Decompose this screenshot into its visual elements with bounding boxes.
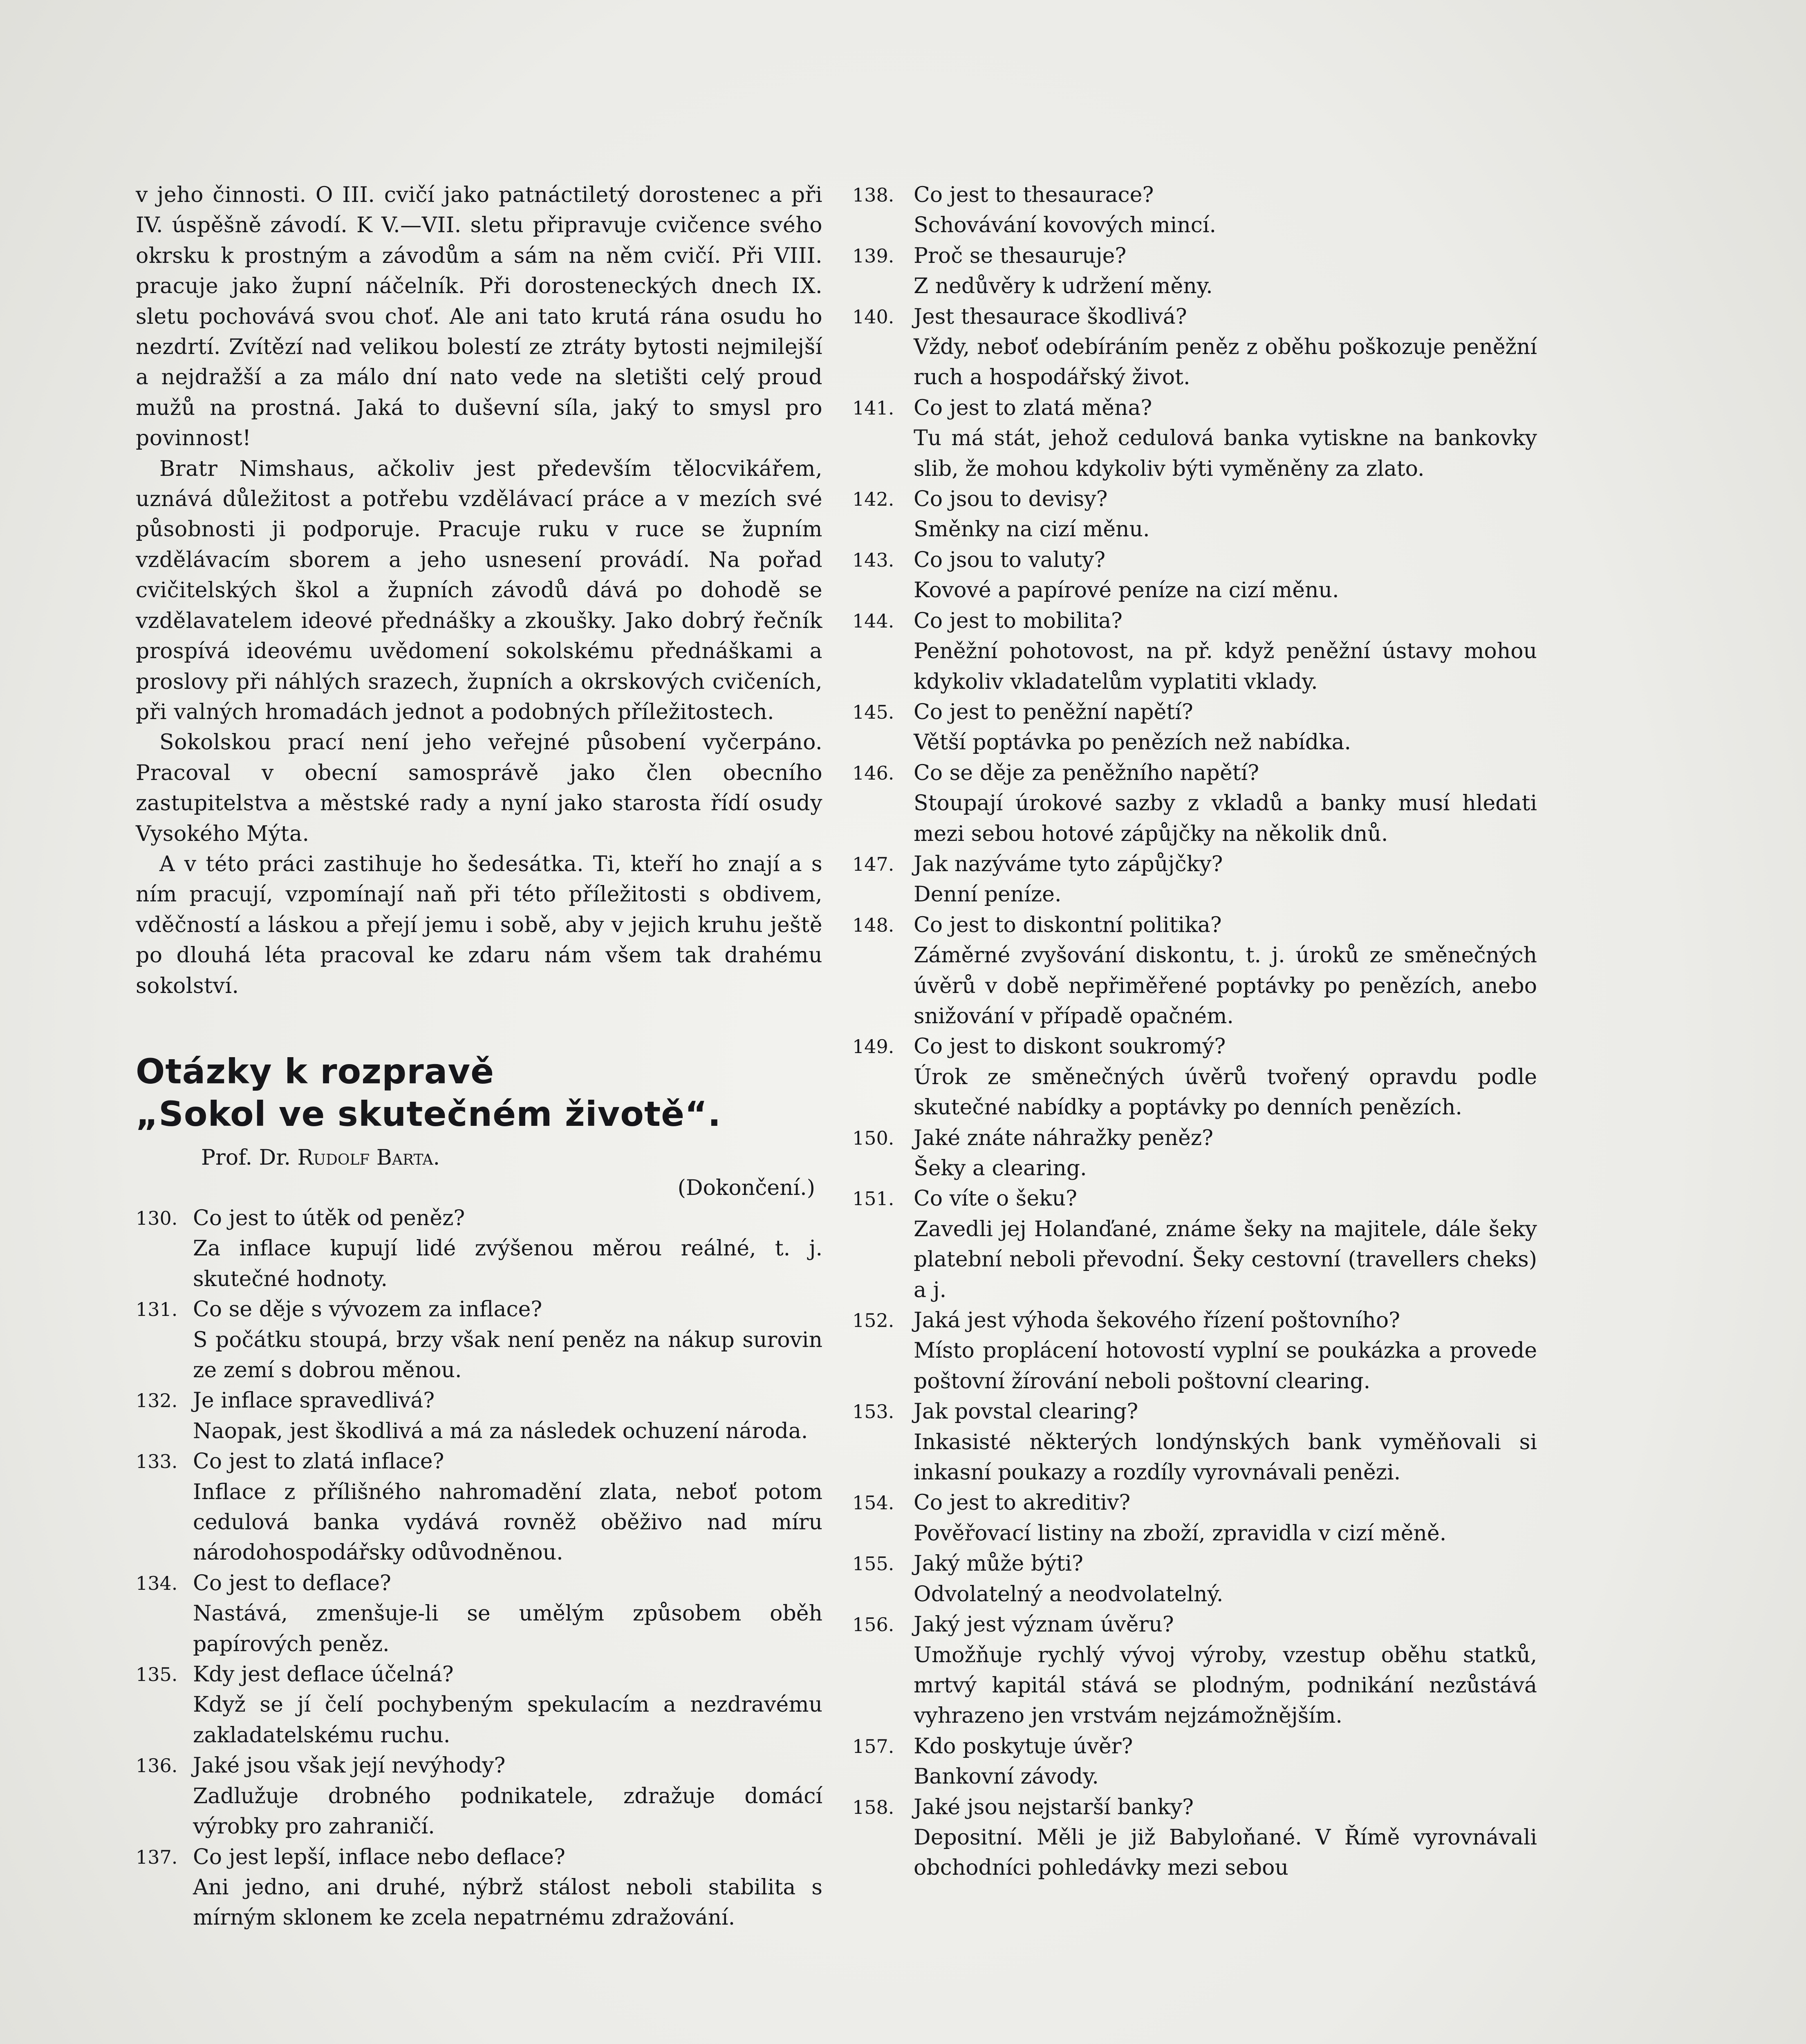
answer-text: Odvolatelný a neodvolatelný. [914,1582,1223,1607]
question-number: 151. [852,1188,894,1210]
article-title [136,1050,822,1135]
article-title-line-2: „Sokol ve skutečném životě“. [136,1094,722,1134]
question-text: Co jest to deflace? [193,1571,391,1596]
answer-text: Naopak, jest škodlivá a má za následek ochuzení národa. [193,1419,808,1443]
question-text: Co jsou to valuty? [914,547,1106,572]
question-item [852,758,1537,849]
answer-text: Zadlužuje drobného podnikatele, zdražuje domácí výrobky pro zahraničí. [193,1784,822,1839]
answer-text: Bankovní závody. [914,1764,1099,1789]
question-number: 142. [852,488,894,511]
answer-text: Schovávání kovových mincí. [914,213,1217,238]
article-end-paragraph: Sokolskou prací není jeho veřejné působení vyčerpáno. Pracoval v obecní samosprávě jako člen obecního zastupitelstva a městské rady a nyní jako starosta řídí osudy Vysokého Mýta. [136,730,822,846]
question-text: Jaké jsou nejstarší banky? [914,1795,1194,1820]
question-number: 136. [136,1755,178,1777]
question-item [852,1792,1537,1883]
question-number: 145. [852,701,894,723]
question-item [852,1549,1537,1609]
question-number: 146. [852,762,894,784]
question-text: Jaká jest výhoda šekového řízení poštovního? [914,1308,1400,1333]
question-text: Kdo poskytuje úvěr? [914,1734,1133,1759]
question-text: Jaký jest význam úvěru? [914,1612,1174,1637]
question-text: Jaké jsou však její nevýhody? [193,1753,506,1778]
answer-text: Vždy, neboť odebíráním peněz z oběhu poškozuje peněžní ruch a hospodářský život. [914,335,1537,390]
answer-text: Místo proplácení hotovostí vyplní se poukázka a provede poštovní žírování neboli poštovní clearing. [914,1338,1537,1394]
question-item [852,484,1537,545]
question-text: Jaký může býti? [914,1551,1083,1576]
question-number: 140. [852,305,894,328]
question-number: 130. [136,1207,178,1229]
question-item [852,1123,1537,1184]
question-text: Co se děje s vývozem za inflace? [193,1297,542,1322]
answer-text: Stoupají úrokové sazby z vkladů a banky musí hledati mezi sebou hotové zápůjčky na několik dnů. [914,791,1537,846]
question-item [852,302,1537,393]
question-number: 156. [852,1614,894,1636]
question-item [852,910,1537,1032]
question-item [136,1750,822,1842]
question-item [136,1568,822,1659]
question-text: Jest thesaurace škodlivá? [914,304,1187,329]
question-text: Je inflace spravedlivá? [193,1388,435,1413]
question-text: Co jest to peněžní napětí? [914,699,1193,724]
author-name: Rudolf Barta [297,1145,433,1170]
question-text: Co jest to akreditiv? [914,1490,1131,1515]
answer-text: Větší poptávka po penězích než nabídka. [914,730,1351,755]
question-item [852,1731,1537,1792]
question-item [852,1396,1537,1488]
answer-text: S počátku stoupá, brzy však není peněz na nákup surovin ze zemí s dobrou měnou. [193,1327,822,1383]
answer-text: Umožňuje rychlý vývoj výroby, vzestup oběhu statků, mrtvý kapitál stává se plodným, podnikání nezůstává vyhrazeno jen vrstvám nejzámožnějším. [914,1643,1537,1728]
question-item [136,1659,822,1750]
author-suffix: . [433,1145,440,1170]
article-end-paragraph: Bratr Nimshaus, ačkoliv jest především tělocvikářem, uznává důležitost a potřebu vzdělávací práce a v mezích své působnosti ji podporuje. Pracuje ruku v ruce se župním vzdělávacím sborem a jeho usnesení provádí. Na pořad cvičitelských škol a župních závodů dává po dohodě se vzdělavatelem ideové přednášky a zkoušky. Jako dobrý řečník prospívá ideovému uvědomení sokolskému přednáškami a proslovy při náhlých srazech, župních a okrskových cvičeních, při valných hromadách jednot a podobných příležitostech. [136,456,822,724]
article-author [201,1143,822,1173]
question-number: 141. [852,397,894,419]
question-number: 135. [136,1663,178,1686]
question-number: 132. [136,1390,178,1412]
question-text: Proč se thesauruje? [914,243,1127,268]
question-item [852,180,1537,241]
answer-text: Kovové a papírové peníze na cizí měnu. [914,578,1339,603]
question-item [136,1294,822,1385]
question-item [852,1305,1537,1396]
question-text: Co víte o šeku? [914,1186,1078,1211]
question-number: 138. [852,184,894,206]
question-item [852,697,1537,758]
question-text: Co se děje za peněžního napětí? [914,760,1259,785]
question-number: 157. [852,1735,894,1757]
question-number: 139. [852,244,894,267]
question-text: Jaké znáte náhražky peněz? [914,1125,1214,1150]
question-number: 147. [852,853,894,875]
question-item [852,1488,1537,1549]
question-text: Co jest to zlatá měna? [914,395,1152,420]
question-item [852,393,1537,484]
article-end-paragraph: v jeho činnosti. O III. cvičí jako patnáctiletý dorostenec a při IV. úspěšně závodí. K V.—VII. sletu připravuje cvičence svého okrsku k prostným a závodům a sám na něm cvičí. Při VIII. pracuje jako župní náčelník. Při dorosteneckých dnech IX. sletu pochovává svou choť. Ale ani tato krutá rána osudu ho nezdrtí. Zvítězí nad velikou bolestí ze ztráty bytosti nejmilejší a nejdražší a za málo dní nato vede na sletišti celý proud mužů na prostná. Jaká to duševní síla, jaký to smysl pro povinnost! [136,183,822,451]
question-text: Co jsou to devisy? [914,487,1108,512]
question-text: Jak povstal clearing? [914,1399,1138,1424]
question-item [852,1609,1537,1731]
question-number: 154. [852,1492,894,1514]
question-item [852,606,1537,697]
answer-text: Záměrné zvyšování diskontu, t. j. úroků ze směnečných úvěrů v době nepřiměřené poptávky po penězích, anebo snižování v případě opačném. [914,943,1537,1029]
question-item [136,1842,822,1933]
question-text: Co jest to thesaurace? [914,183,1154,207]
question-number: 158. [852,1796,894,1818]
answer-text: Zavedli jej Holanďané, známe šeky na majitele, dále šeky platební neboli převodní. Šeky cestovní (travellers cheks) a j. [914,1217,1537,1302]
article-end-paragraph: A v této práci zastihuje ho šedesátka. Ti, kteří ho znají a s ním pracují, vzpomínají naň při této příležitosti s obdivem, vděčností a láskou a přejí jemu i sobě, aby v jejich kruhu ještě po dlouhá léta pracoval ke zdaru nám všem tak drahému sokolství. [136,852,822,998]
answer-text: Pověřovací listiny na zboží, zpravidla v cizí měně. [914,1521,1447,1546]
answer-text: Ani jedno, ani druhé, nýbrž stálost neboli stabilita s mírným sklonem ke zcela nepatrnému zdražování. [193,1875,822,1930]
question-item [136,1203,822,1294]
question-item [852,241,1537,302]
article-title-line-1: Otázky k rozpravě [136,1051,495,1091]
question-number: 131. [136,1298,178,1321]
right-column [852,180,1537,1883]
answer-text: Tu má stát, jehož cedulová banka vytiskne na bankovky slib, že mohou kdykoliv býti vyměněny za zlato. [914,426,1537,481]
answer-text: Inflace z přílišného nahromadění zlata, neboť potom cedulová banka vydává rovněž oběživo nad míru národohospodářsky odůvodněnou. [193,1479,822,1565]
question-number: 133. [136,1450,178,1473]
question-number: 144. [852,610,894,632]
question-item [852,545,1537,606]
answer-text: Peněžní pohotovost, na př. když peněžní ústavy mohou kdykoliv vkladatelům vyplatiti vklady. [914,639,1537,694]
question-number: 150. [852,1127,894,1149]
answer-text: Z nedůvěry k udržení měny. [914,274,1213,299]
question-number: 152. [852,1309,894,1332]
question-item [136,1385,822,1446]
question-text: Co jest to zlatá inflace? [193,1449,444,1474]
answer-text: Denní peníze. [914,882,1062,907]
question-text: Jak nazýváme tyto zápůjčky? [914,852,1223,876]
left-column [136,180,822,1933]
answer-text: Depositní. Měli je již Babyloňané. V Římě vyrovnávali obchodníci pohledávky mezi sebou [914,1825,1537,1880]
continuation-note: (Dokončení.) [677,1175,815,1200]
question-item [136,1446,822,1568]
question-number: 155. [852,1553,894,1575]
question-number: 137. [136,1846,178,1868]
question-item [852,849,1537,910]
question-number: 148. [852,914,894,936]
question-text: Co jest to diskontní politika? [914,912,1222,937]
question-number: 134. [136,1572,178,1594]
question-number: 143. [852,549,894,571]
answer-text: Za inflace kupují lidé zvýšenou měrou reálné, t. j. skutečné hodnoty. [193,1236,822,1291]
answer-text: Směnky na cizí měnu. [914,517,1150,542]
question-item [852,1031,1537,1123]
question-text: Co jest to útěk od peněz? [193,1206,465,1230]
question-text: Co jest lepší, inflace nebo deflace? [193,1845,565,1869]
answer-text: Když se jí čelí pochybeným spekulacím a nezdravému zakladatelskému ruchu. [193,1692,822,1748]
question-text: Kdy jest deflace účelná? [193,1662,454,1687]
answer-text: Inkasisté některých londýnských bank vyměňovali si inkasní poukazy a rozdíly vyrovnávali penězi. [914,1430,1537,1485]
question-text: Co jest to mobilita? [914,608,1123,633]
answer-text: Úrok ze směnečných úvěrů tvořený opravdu podle skutečné nabídky a poptávky po denních penězích. [914,1065,1537,1120]
question-text: Co jest to diskont soukromý? [914,1034,1226,1059]
question-item [852,1183,1537,1305]
answer-text: Nastává, zmenšuje-li se umělým způsobem oběh papírových peněz. [193,1601,822,1656]
answer-text: Šeky a clearing. [914,1156,1087,1181]
question-number: 153. [852,1401,894,1423]
question-number: 149. [852,1035,894,1058]
author-prefix: Prof. Dr. [201,1145,298,1170]
